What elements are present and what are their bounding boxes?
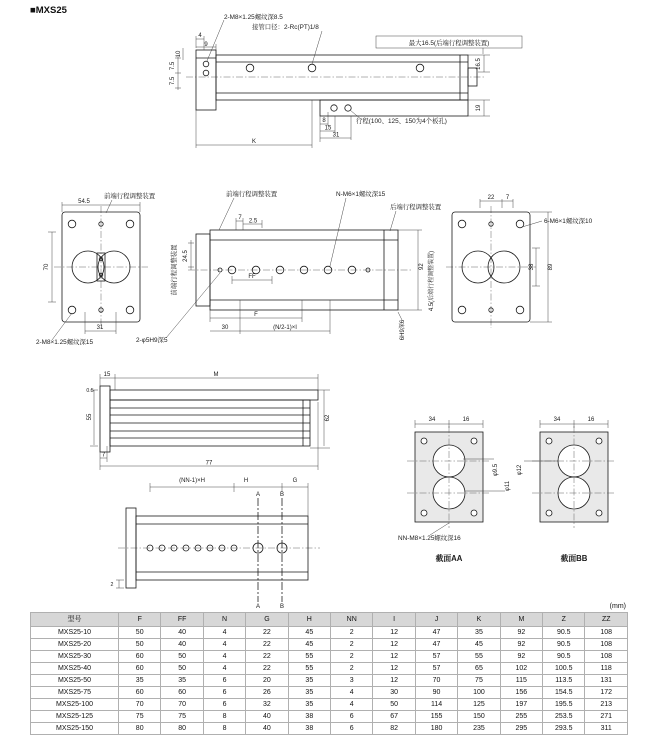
value-cell: 55	[458, 651, 500, 663]
value-cell: 55	[288, 663, 330, 675]
value-cell: 125	[458, 699, 500, 711]
value-cell: 235	[458, 723, 500, 735]
dim-label: 9	[204, 42, 208, 48]
value-cell: 2	[331, 627, 373, 639]
table-row	[31, 711, 628, 723]
dim-label: 54.5	[78, 199, 90, 205]
value-cell: 47	[415, 639, 457, 651]
table-body	[31, 627, 628, 735]
value-cell: 113.5	[543, 675, 585, 687]
column-header: ZZ	[585, 613, 628, 627]
value-cell: 38	[288, 723, 330, 735]
value-cell: 6	[331, 723, 373, 735]
value-cell: 40	[246, 711, 288, 723]
value-cell: 35	[288, 675, 330, 687]
dim-label: 16	[462, 417, 470, 423]
value-cell: 90	[415, 687, 457, 699]
nn-thread-annotation: NN-M8×1.25螺纹深16	[398, 535, 461, 542]
keyway-annotation: 6H9深6	[400, 319, 406, 341]
column-header: FF	[161, 613, 203, 627]
dim-label: M	[213, 372, 219, 378]
value-cell: 47	[415, 627, 457, 639]
dim-label: 30	[221, 325, 229, 331]
column-header: J	[415, 613, 457, 627]
value-cell: 100.5	[543, 663, 585, 675]
drawing-side-elevation	[86, 372, 331, 470]
front-adjuster-annotation: 前端行程调整装置	[104, 193, 156, 200]
column-header: I	[373, 613, 415, 627]
dim-label: 7.5	[170, 76, 176, 86]
value-cell: 80	[161, 723, 203, 735]
dim-label: 16.5	[476, 58, 482, 70]
value-cell: 4	[203, 627, 245, 639]
value-cell: 114	[415, 699, 457, 711]
value-cell: 6	[203, 687, 245, 699]
value-cell: 45	[458, 639, 500, 651]
value-cell: 70	[119, 699, 161, 711]
six-m6-annotation: 6-M6×1螺纹深10	[544, 218, 593, 225]
value-cell: 35	[288, 699, 330, 711]
value-cell: 12	[373, 639, 415, 651]
value-cell: 26	[246, 687, 288, 699]
value-cell: 55	[288, 651, 330, 663]
page-title: ■MXS25	[30, 5, 67, 16]
dim-label: G	[292, 478, 298, 484]
column-header: G	[246, 613, 288, 627]
dim-label: F	[254, 312, 258, 318]
model-cell: MXS25-20	[31, 639, 119, 651]
value-cell: 8	[203, 711, 245, 723]
section-letter: A	[255, 492, 261, 498]
value-cell: 22	[246, 651, 288, 663]
value-cell: 213	[585, 699, 628, 711]
value-cell: 70	[161, 699, 203, 711]
front-adjuster-annotation: 前端行程调整装置	[226, 191, 278, 198]
dimension-table	[30, 612, 628, 735]
value-cell: 35	[119, 675, 161, 687]
rear-adjuster-annotation: 后端行程调整装置	[390, 204, 442, 211]
dim-label: K	[251, 139, 257, 145]
value-cell: 6	[203, 699, 245, 711]
hole-diameter-label: φ9.5	[493, 463, 499, 477]
dim-label: 24.5	[183, 250, 189, 262]
table-row	[31, 675, 628, 687]
section-bb-caption: 截面BB	[560, 554, 588, 563]
section-aa-caption: 截面AA	[435, 554, 463, 563]
value-cell: 115	[500, 675, 542, 687]
value-cell: 12	[373, 663, 415, 675]
value-cell: 30	[373, 687, 415, 699]
value-cell: 293.5	[543, 723, 585, 735]
value-cell: 45	[288, 627, 330, 639]
value-cell: 50	[161, 663, 203, 675]
value-cell: 108	[585, 639, 628, 651]
value-cell: 295	[500, 723, 542, 735]
value-cell: 4	[203, 651, 245, 663]
value-cell: 6	[331, 711, 373, 723]
column-header: F	[119, 613, 161, 627]
value-cell: 67	[373, 711, 415, 723]
table-row	[31, 723, 628, 735]
column-header: Z	[543, 613, 585, 627]
value-cell: 20	[246, 675, 288, 687]
value-cell: 35	[458, 627, 500, 639]
value-cell: 2	[331, 663, 373, 675]
value-cell: 2	[331, 651, 373, 663]
dim-label: 7	[505, 195, 510, 201]
value-cell: 75	[458, 675, 500, 687]
column-header: M	[500, 613, 542, 627]
model-cell: MXS25-10	[31, 627, 119, 639]
dim-label: 34	[428, 417, 436, 423]
value-cell: 150	[458, 711, 500, 723]
value-cell: 154.5	[543, 687, 585, 699]
value-cell: 90.5	[543, 627, 585, 639]
units-note: (mm)	[609, 603, 626, 610]
value-cell: 38	[288, 711, 330, 723]
table-row	[31, 627, 628, 639]
table-row	[31, 687, 628, 699]
table-row	[31, 651, 628, 663]
value-cell: 65	[458, 663, 500, 675]
value-cell: 22	[246, 627, 288, 639]
value-cell: 75	[119, 711, 161, 723]
dim-label: 2.5	[248, 218, 258, 225]
value-cell: 50	[119, 639, 161, 651]
value-cell: 40	[246, 723, 288, 735]
value-cell: 57	[415, 651, 457, 663]
value-cell: 35	[161, 675, 203, 687]
value-cell: 155	[415, 711, 457, 723]
table-row	[31, 639, 628, 651]
object-lines	[100, 386, 318, 452]
section-aa	[407, 420, 505, 535]
table-row	[31, 699, 628, 711]
value-cell: 75	[161, 711, 203, 723]
dimension-table-wrap	[30, 603, 628, 735]
dim-label: 31	[332, 132, 340, 139]
value-cell: 4	[331, 687, 373, 699]
port-size-annotation: 接管口径：2-Rc(PT)1/8	[252, 24, 319, 31]
model-cell: MXS25-40	[31, 663, 119, 675]
value-cell: 35	[288, 687, 330, 699]
value-cell: 82	[373, 723, 415, 735]
dim-label: 7.5	[170, 61, 176, 71]
value-cell: 50	[373, 699, 415, 711]
front-adjuster-rotated-label: 前端行程调整装置	[171, 244, 178, 296]
model-cell: MXS25-30	[31, 651, 119, 663]
thread-depth-annotation: 2-M8×1.25螺纹深8.5	[224, 14, 283, 21]
max-adjuster-annotation: 最大16.5(后端行程调整装置)	[408, 40, 490, 47]
dim-label: 15	[103, 372, 111, 378]
value-cell: 92	[500, 651, 542, 663]
value-cell: 131	[585, 675, 628, 687]
value-cell: 92	[500, 639, 542, 651]
model-cell: MXS25-75	[31, 687, 119, 699]
table-header-row	[31, 613, 628, 627]
value-cell: 108	[585, 651, 628, 663]
column-header: 型号	[31, 613, 119, 627]
dim-label: 4	[198, 33, 202, 39]
model-cell: MXS25-125	[31, 711, 119, 723]
drawing-bottom-view	[111, 478, 320, 610]
value-cell: 4	[203, 663, 245, 675]
value-cell: 40	[161, 639, 203, 651]
dowel-hole-annotation: 2-φ5H9深5	[136, 337, 168, 344]
n-thread-annotation: N-M6×1螺纹深15	[336, 191, 386, 198]
section-letter: B	[279, 492, 285, 498]
value-cell: 102	[500, 663, 542, 675]
value-cell: 255	[500, 711, 542, 723]
dim-label: 38	[529, 263, 535, 271]
value-cell: 195.5	[543, 699, 585, 711]
dim-label: 10	[176, 50, 182, 58]
column-header: N	[203, 613, 245, 627]
value-cell: 118	[585, 663, 628, 675]
value-cell: 60	[119, 651, 161, 663]
value-cell: 32	[246, 699, 288, 711]
dim-label: (N/2-1)×I	[273, 325, 297, 331]
dim-label: (NN-1)×H	[179, 478, 205, 484]
hole-diameter-label: φ11	[505, 480, 511, 492]
object-lines	[196, 50, 477, 116]
value-cell: 57	[415, 663, 457, 675]
dim-label: 22	[487, 195, 495, 201]
dim-label: 31	[96, 325, 104, 331]
dim-label: 7	[101, 452, 106, 459]
value-cell: 92	[500, 627, 542, 639]
dim-label: 62	[325, 414, 331, 422]
value-cell: 172	[585, 687, 628, 699]
column-header: NN	[331, 613, 373, 627]
section-views	[398, 417, 616, 563]
drawing-top-assembly	[170, 12, 522, 148]
value-cell: 22	[246, 663, 288, 675]
value-cell: 60	[119, 687, 161, 699]
value-cell: 2	[331, 639, 373, 651]
value-cell: 80	[119, 723, 161, 735]
value-cell: 100	[458, 687, 500, 699]
value-cell: 90.5	[543, 651, 585, 663]
dim-label: 15	[324, 125, 332, 132]
stroke-holes-annotation: 行程(100、125、150为4个板孔)	[356, 118, 447, 125]
rear-gap-annotation: 4.5(后端行程调整装置)	[429, 250, 435, 312]
value-cell: 4	[331, 699, 373, 711]
model-cell: MXS25-150	[31, 723, 119, 735]
section-cut-lines	[258, 498, 282, 602]
value-cell: 45	[288, 639, 330, 651]
section-letter: A	[255, 604, 261, 610]
dim-label: H	[243, 478, 249, 484]
value-cell: 12	[373, 675, 415, 687]
value-cell: 4	[203, 639, 245, 651]
dim-label: 16	[587, 417, 595, 423]
value-cell: 197	[500, 699, 542, 711]
value-cell: 12	[373, 651, 415, 663]
value-cell: 108	[585, 627, 628, 639]
value-cell: 3	[331, 675, 373, 687]
thread-depth-annotation: 2-M8×1.25螺纹深15	[36, 339, 94, 346]
model-cell: MXS25-100	[31, 699, 119, 711]
drawing-plan-and-ends	[36, 189, 593, 346]
table-row	[31, 663, 628, 675]
value-cell: 50	[119, 627, 161, 639]
value-cell: 50	[161, 651, 203, 663]
model-cell: MXS25-50	[31, 675, 119, 687]
value-cell: 90.5	[543, 639, 585, 651]
value-cell: 60	[119, 663, 161, 675]
dim-label: FF	[248, 274, 256, 280]
dim-label: 7	[238, 215, 242, 221]
hole-diameter-label: φ12	[517, 464, 523, 476]
value-cell: 311	[585, 723, 628, 735]
value-cell: 8	[203, 723, 245, 735]
value-cell: 271	[585, 711, 628, 723]
value-cell: 180	[415, 723, 457, 735]
dim-label: 0.5	[86, 388, 94, 394]
value-cell: 60	[161, 687, 203, 699]
value-cell: 70	[415, 675, 457, 687]
dim-label: 92	[419, 263, 425, 270]
value-cell: 6	[203, 675, 245, 687]
dim-label: 2	[110, 582, 114, 588]
dim-label: 77	[205, 460, 213, 467]
column-header: K	[458, 613, 500, 627]
value-cell: 253.5	[543, 711, 585, 723]
dim-label: 55	[87, 413, 93, 421]
dim-label: 8	[322, 118, 326, 124]
dim-label: 70	[44, 263, 50, 271]
value-cell: 12	[373, 627, 415, 639]
value-cell: 156	[500, 687, 542, 699]
column-header: H	[288, 613, 330, 627]
dim-label: 19	[476, 104, 482, 112]
dimension-lines	[90, 374, 330, 470]
value-cell: 22	[246, 639, 288, 651]
section-bb	[524, 420, 616, 528]
dim-label: 34	[553, 417, 561, 423]
value-cell: 40	[161, 627, 203, 639]
section-letter: B	[279, 604, 285, 610]
dim-label: 89	[548, 263, 554, 271]
